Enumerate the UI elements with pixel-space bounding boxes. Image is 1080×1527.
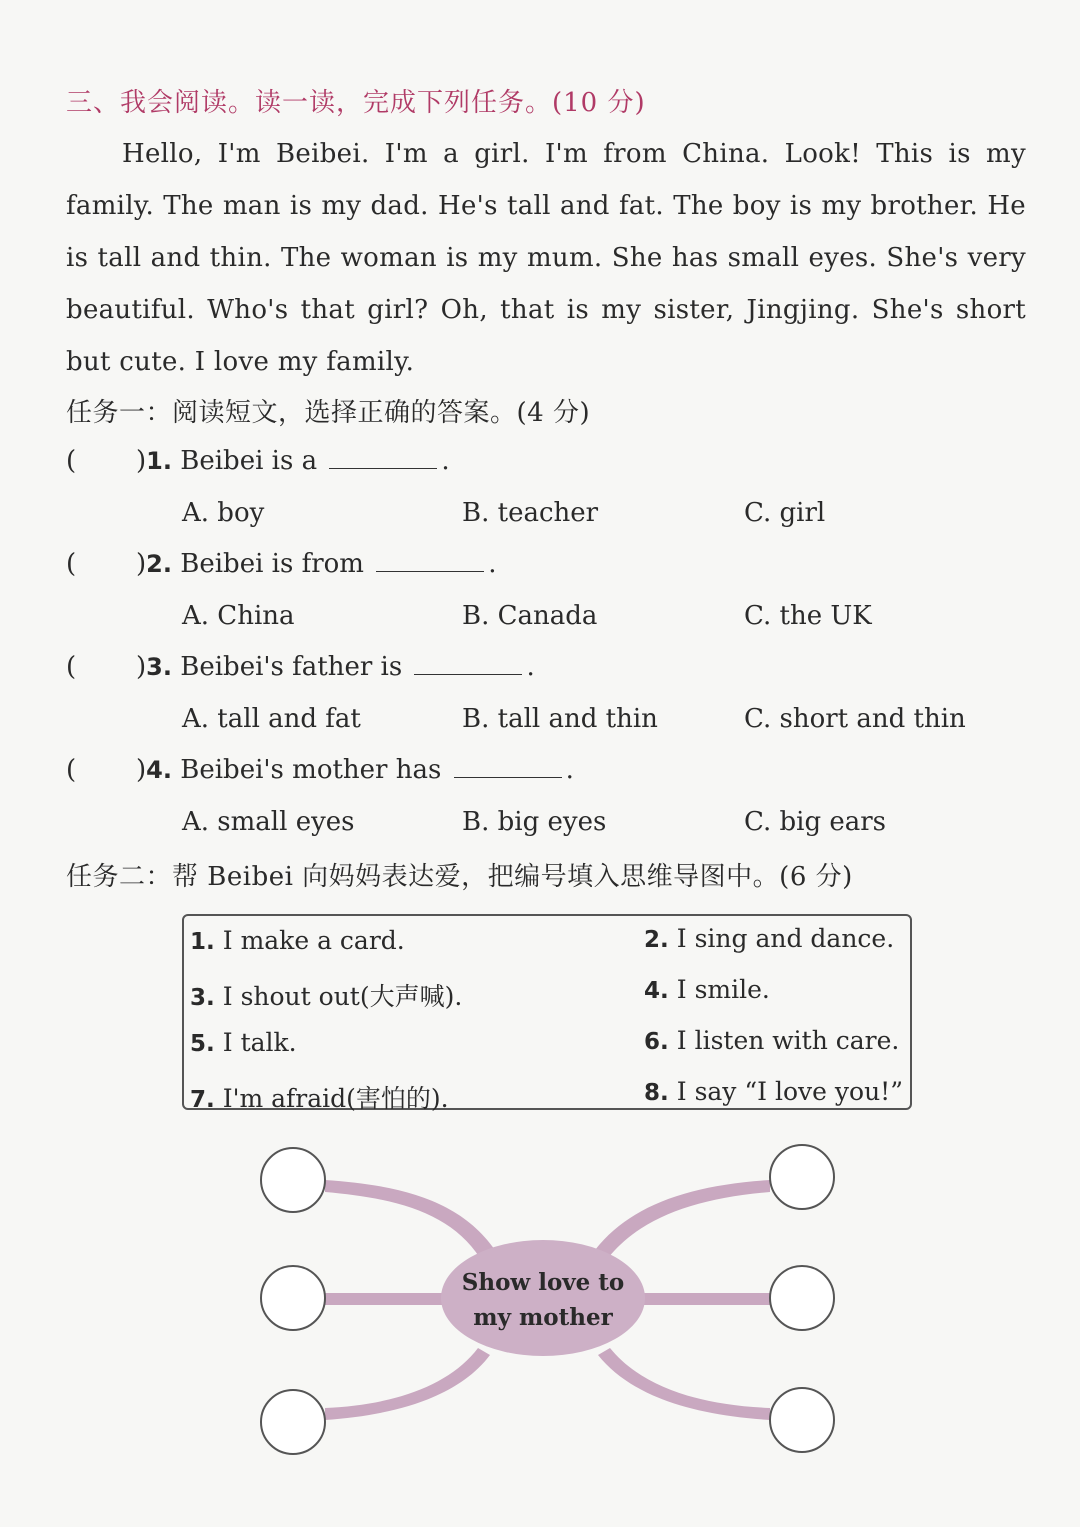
question-2: ( )2. Beibei is from . — [66, 549, 497, 579]
question-4: ( )4. Beibei's mother has . — [66, 755, 574, 785]
option-c[interactable]: C. short and thin — [744, 704, 966, 734]
question-number: 2. — [146, 550, 172, 578]
phrase-item-5: 5. I talk. — [190, 1028, 297, 1057]
option-c[interactable]: C. the UK — [744, 601, 872, 631]
option-b[interactable]: B. Canada — [462, 601, 598, 631]
center-node — [441, 1240, 645, 1356]
answer-circle-top-left[interactable] — [261, 1148, 325, 1212]
branch-top-right — [595, 1180, 770, 1258]
center-node-line2: my mother — [473, 1304, 613, 1331]
branch-bottom-right — [598, 1348, 770, 1420]
option-b[interactable]: B. tall and thin — [462, 704, 658, 734]
answer-paren-open[interactable]: ( — [66, 755, 77, 785]
answer-circle-bottom-left[interactable] — [261, 1390, 325, 1454]
answer-blank — [414, 654, 522, 675]
question-stem: Beibei is from — [180, 549, 364, 579]
option-b[interactable]: B. teacher — [462, 498, 599, 528]
question-stem: Beibei is a — [180, 446, 318, 476]
answer-blank — [454, 757, 562, 778]
question-stem: Beibei's mother has — [180, 755, 442, 785]
task1-title: 任务一：阅读短文，选择正确的答案。(4 分) — [66, 398, 591, 428]
center-node-line1: Show love to — [461, 1269, 625, 1296]
answer-circle-bottom-right[interactable] — [770, 1388, 834, 1452]
phrase-item-4: 4. I smile. — [644, 975, 770, 1004]
answer-paren-open[interactable]: ( — [66, 652, 77, 682]
branch-mid-left — [325, 1293, 445, 1305]
answer-circle-mid-right[interactable] — [770, 1266, 834, 1330]
phrase-box — [182, 914, 912, 1113]
question-stem: Beibei's father is — [180, 652, 403, 682]
phrase-item-8: 8. I say “I love you!” — [644, 1077, 903, 1106]
question-3: ( )3. Beibei's father is . — [66, 652, 535, 682]
task2-title: 任务二：帮 Beibei 向妈妈表达爱，把编号填入思维导图中。(6 分) — [66, 862, 853, 892]
phrase-item-1: 1. I make a card. — [190, 926, 405, 955]
question-number: 1. — [146, 447, 172, 475]
option-a[interactable]: A. boy — [182, 498, 265, 528]
answer-paren-open[interactable]: ( — [66, 549, 77, 579]
answer-blank — [376, 551, 484, 572]
branch-top-left — [325, 1180, 495, 1258]
branch-bottom-left — [325, 1348, 490, 1420]
option-c[interactable]: C. girl — [744, 498, 826, 528]
option-a[interactable]: A. China — [182, 601, 295, 631]
option-a[interactable]: A. small eyes — [182, 807, 355, 837]
reading-passage: Hello, I'm Beibei. I'm a girl. I'm from China. Look! This is my family. The man is my dad. He's tall and fat. The boy is my brother. He is tall and thin. The woman is my mum. She has small eyes. She's very beautiful. Who's that girl? Oh, that is my sister, Jingjing. She's short but cute. I love my family. — [66, 139, 1026, 377]
answer-circle-mid-left[interactable] — [261, 1266, 325, 1330]
question-1: ( )1. Beibei is a . — [66, 446, 450, 476]
question-number: 3. — [146, 653, 172, 681]
answer-paren-open[interactable]: ( — [66, 446, 77, 476]
phrase-item-3: 3. I shout out(大声喊). — [190, 982, 463, 1011]
branch-mid-right — [640, 1293, 770, 1305]
mind-map — [0, 1130, 1080, 1460]
option-c[interactable]: C. big ears — [744, 807, 887, 837]
answer-blank — [329, 448, 437, 469]
option-a[interactable]: A. tall and fat — [182, 704, 361, 734]
answer-circle-top-right[interactable] — [770, 1145, 834, 1209]
section-title: 三、我会阅读。读一读，完成下列任务。(10 分) — [66, 88, 646, 118]
option-b[interactable]: B. big eyes — [462, 807, 607, 837]
phrase-item-2: 2. I sing and dance. — [644, 924, 895, 953]
phrase-item-7: 7. I'm afraid(害怕的). — [190, 1084, 449, 1113]
phrase-item-6: 6. I listen with care. — [644, 1026, 900, 1055]
question-number: 4. — [146, 756, 172, 784]
